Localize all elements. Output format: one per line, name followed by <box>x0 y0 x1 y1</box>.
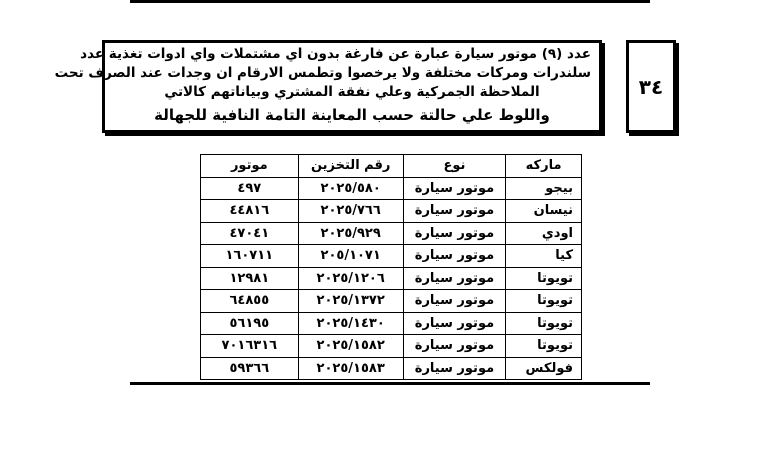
header-stock-number: رقم التخزين <box>298 155 403 178</box>
cell-type: موتور سيارة <box>403 177 505 200</box>
cell-stock-number: ٢٠٢٥/١٢٠٦ <box>298 267 403 290</box>
header-brand: ماركه <box>506 155 582 178</box>
cell-motor: ٥٦١٩٥ <box>201 312 299 335</box>
cell-motor: ٤٤٨١٦ <box>201 200 299 223</box>
cell-stock-number: ٢٠٢٥/٩٢٩ <box>298 222 403 245</box>
cell-type: موتور سيارة <box>403 357 505 380</box>
table-row <box>201 290 582 313</box>
top-divider <box>130 0 650 3</box>
table-row <box>201 222 582 245</box>
cell-stock-number: ٢٠٢٥/١٤٣٠ <box>298 312 403 335</box>
cell-motor: ٧٠١٦٣١٦ <box>201 335 299 358</box>
cell-stock-number: ٢٠٢٥/٥٨٠ <box>298 177 403 200</box>
table-row <box>201 177 582 200</box>
description-line-1: عدد (٩) موتور سيارة عبارة عن فارغة بدون اي مشتملات واي ادوات تغذية عدد <box>80 46 591 62</box>
cell-stock-number: ٢٠٢٥/١٥٨٢ <box>298 335 403 358</box>
description-line-3: الملاحظة الجمركية وعلي نفقة المشتري وبياناتهم كالاتي <box>164 84 540 100</box>
cell-motor: ٤٩٧ <box>201 177 299 200</box>
cell-brand: نيسان <box>506 200 582 223</box>
cell-brand: تويوتا <box>506 290 582 313</box>
table-row <box>201 200 582 223</box>
cell-type: موتور سيارة <box>403 245 505 268</box>
table-body <box>201 177 582 380</box>
description-line-2: سلندرات ومركات مختلفة ولا يرخصوا وتطمس الارقام ان وجدات عند الصرف تحت <box>54 65 591 81</box>
table-row <box>201 267 582 290</box>
cell-type: موتور سيارة <box>403 200 505 223</box>
cell-type: موتور سيارة <box>403 312 505 335</box>
cell-type: موتور سيارة <box>403 267 505 290</box>
cell-type: موتور سيارة <box>403 222 505 245</box>
cell-type: موتور سيارة <box>403 290 505 313</box>
cell-brand: تويوتا <box>506 335 582 358</box>
table-row <box>201 357 582 380</box>
lot-description-box <box>54 40 602 133</box>
cell-brand: اودي <box>506 222 582 245</box>
cell-motor: ٦٤٨٥٥ <box>201 290 299 313</box>
lot-number-box <box>626 40 676 133</box>
header-type: نوع <box>403 155 505 178</box>
cell-stock-number: ٢٠٢٥/٧٦٦ <box>298 200 403 223</box>
lot-number: ٣٤ <box>638 74 664 99</box>
table-row <box>201 335 582 358</box>
table-header-row <box>201 155 582 178</box>
cell-brand: تويوتا <box>506 267 582 290</box>
cell-motor: ٤٧٠٤١ <box>201 222 299 245</box>
cell-stock-number: ٢٠٥/١٠٧١ <box>298 245 403 268</box>
cell-motor: ١٦٠٧١١ <box>201 245 299 268</box>
cell-stock-number: ٢٠٢٥/١٥٨٣ <box>298 357 403 380</box>
cell-brand: بيجو <box>506 177 582 200</box>
table-row <box>201 312 582 335</box>
cell-brand: تويوتا <box>506 312 582 335</box>
cell-type: موتور سيارة <box>403 335 505 358</box>
description-title: واللوط علي حالتة حسب المعاينة التامة النافية للجهالة <box>154 106 550 124</box>
cell-brand: فولكس <box>506 357 582 380</box>
header-motor: موتور <box>201 155 299 178</box>
table-row <box>201 245 582 268</box>
cell-stock-number: ٢٠٢٥/١٣٧٢ <box>298 290 403 313</box>
cell-motor: ٥٩٣٦٦ <box>201 357 299 380</box>
engines-table <box>200 154 582 380</box>
cell-motor: ١٢٩٨١ <box>201 267 299 290</box>
bottom-divider <box>130 382 650 385</box>
cell-brand: كيا <box>506 245 582 268</box>
